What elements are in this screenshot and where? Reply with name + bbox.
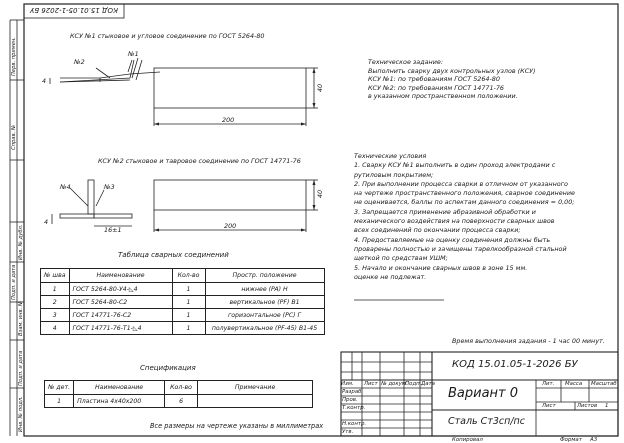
weld-cell: 1 bbox=[172, 296, 205, 309]
dims-note: Все размеры на чертеже указаны в миллиметрах bbox=[150, 422, 324, 430]
task-line-1: Выполнить сварку двух контрольных узлов (КСУ) bbox=[368, 66, 536, 75]
spec-cell bbox=[198, 395, 313, 408]
table-row bbox=[41, 309, 325, 322]
weld-cell: 4 bbox=[41, 322, 70, 335]
ksu2-left-plate bbox=[60, 214, 94, 218]
ksu2-label-n4: №4 bbox=[60, 183, 71, 191]
ksu2-right-plate bbox=[94, 214, 132, 218]
spec-col-no: № дет. bbox=[45, 381, 74, 395]
tb-row-ncontrol: Н.контр. bbox=[342, 421, 367, 427]
weld-col-name: Наименование bbox=[69, 269, 172, 283]
conditions-line-4: на чертеже пространственного положения, сварное соединение bbox=[354, 189, 575, 198]
tb-sheets: Листов bbox=[577, 403, 598, 409]
ksu2-label-n3: №3 bbox=[104, 183, 115, 191]
tb-format-value: А3 bbox=[590, 437, 598, 443]
title-block-name: Вариант 0 bbox=[448, 386, 519, 401]
conditions-line-8: всех соединений по окончании процесса сварки; bbox=[354, 226, 521, 235]
ksu2-dim-height: 40 bbox=[316, 189, 325, 199]
ksu1-dim-height: 40 bbox=[316, 83, 325, 93]
ksu1-plate-left bbox=[60, 72, 160, 78]
tb-row-approved: Утв. bbox=[342, 429, 354, 435]
tb-mass: Масса bbox=[565, 381, 583, 387]
tb-sheets-count: 1 bbox=[605, 403, 609, 409]
weld-cell: ГОСТ 14771-76-С2 bbox=[69, 309, 172, 322]
side-label-sign-date-2: Подп. и дата bbox=[17, 350, 24, 386]
spec-header-row bbox=[45, 381, 313, 395]
weld-cell: 2 bbox=[41, 296, 70, 309]
weld-col-qty: Кол-во bbox=[172, 269, 205, 283]
weld-col-position: Простр. положение bbox=[205, 269, 324, 283]
ksu1-label-n2: №2 bbox=[74, 58, 85, 66]
stamp-code-top: КОД 15.01.05-1-2026 БУ bbox=[30, 6, 118, 14]
conditions-line-9: 4. Предоставляемые на оценку соединения должны быть bbox=[354, 235, 551, 244]
spec-table bbox=[44, 380, 313, 408]
ksu2-dim-length: 200 bbox=[224, 222, 237, 230]
side-label-sign-date-1: Подп. и дата bbox=[11, 264, 17, 300]
title-block-code: КОД 15.01.05-1-2026 БУ bbox=[452, 359, 578, 370]
weld-cell: 1 bbox=[172, 309, 205, 322]
spec-title: Спецификация bbox=[140, 364, 196, 372]
conditions-line-5: не оценивается, баллы по аспектам данного соединения = 0,00; bbox=[354, 198, 575, 207]
conditions-line-6: 3. Запрещается применение абразивной обработки и bbox=[354, 207, 536, 216]
tb-sheet: Лист bbox=[542, 403, 556, 409]
ksu2-dim-gap: 16±1 bbox=[104, 226, 122, 234]
ksu2-title: КСУ №2 стыковое и тавровое соединение по ГОСТ 14771-76 bbox=[98, 157, 301, 165]
ksu2-leader-4 bbox=[70, 188, 88, 206]
table-row bbox=[41, 296, 325, 309]
weld-table-title: Таблица сварных соединений bbox=[118, 251, 229, 259]
weld-cell: ГОСТ 5264-80-С2 bbox=[69, 296, 172, 309]
weld-cell: 3 bbox=[41, 309, 70, 322]
table-row bbox=[41, 283, 325, 296]
ksu1-dim-length: 200 bbox=[222, 116, 235, 124]
spec-cell: 6 bbox=[165, 395, 198, 408]
tb-col-list: Лист bbox=[364, 381, 378, 387]
weld-cell: 1 bbox=[172, 283, 205, 296]
task-line-4: в указанном пространственном положении. bbox=[368, 92, 518, 101]
conditions-line-13: оценке не подлежат. bbox=[354, 272, 427, 281]
weld-cell: 1 bbox=[172, 322, 205, 335]
spec-col-note: Примечание bbox=[198, 381, 313, 395]
ksu2-dim-thickness: 4 bbox=[44, 218, 49, 226]
task-heading: Техническое задание: bbox=[368, 58, 443, 66]
ksu2-vertical-plate bbox=[88, 180, 94, 214]
side-label-orig-inv: Инв. № подл. bbox=[17, 396, 24, 432]
conditions-line-11: щеткой по средствам УШМ; bbox=[354, 254, 448, 263]
tb-row-tcontrol: Т.контр. bbox=[342, 405, 366, 411]
ksu1-title: КСУ №1 стыковое и угловое соединение по ГОСТ 5264-80 bbox=[70, 32, 265, 40]
conditions-line-7: механического воздействия на поверхности сварных швов bbox=[354, 217, 555, 226]
tb-col-izm: Изм. bbox=[341, 381, 354, 387]
tb-lit: Лит. bbox=[542, 381, 555, 387]
weld-cell: горизонтальное (PC) Г bbox=[205, 309, 324, 322]
ksu1-plate-view bbox=[154, 68, 306, 108]
conditions-line-2: рутиловым покрытием; bbox=[354, 170, 434, 179]
tb-col-doc: № докум. bbox=[381, 381, 408, 387]
weld-table bbox=[40, 268, 325, 335]
weld-cell: полувертикальное (PF-45) В1-45 bbox=[205, 322, 324, 335]
task-block bbox=[368, 58, 536, 101]
tb-row-developed: Разраб. bbox=[342, 389, 364, 395]
weld-cell: ГОСТ 5264-80-У4-◺4 bbox=[69, 283, 172, 296]
tb-copied: Копировал bbox=[452, 437, 483, 443]
tb-scale: Масштаб bbox=[591, 381, 617, 387]
task-line-2: КСУ №1: по требованиям ГОСТ 5264-80 bbox=[368, 75, 500, 84]
ksu1-plate-edge bbox=[60, 60, 134, 82]
weld-cell: вертикальное (PF) В1 bbox=[205, 296, 324, 309]
tb-format-label: Формат bbox=[560, 437, 582, 443]
weld-cell: нижнее (PA) Н bbox=[205, 283, 324, 296]
weld-cell: ГОСТ 14771-76-Т1-◺4 bbox=[69, 322, 172, 335]
side-label-ref-no: Справ. № bbox=[11, 124, 17, 150]
conditions-heading: Технические условия bbox=[354, 152, 427, 160]
tb-col-sign: Подп. bbox=[405, 381, 422, 387]
weld-table-header-row bbox=[41, 269, 325, 283]
conditions-line-12: 5. Начало и окончание сварных швов в зоне 15 мм. bbox=[354, 263, 528, 272]
tb-col-date: Дата bbox=[421, 381, 435, 387]
task-line-3: КСУ №2: по требованиям ГОСТ 14771-76 bbox=[368, 83, 504, 92]
ksu2-leader-3 bbox=[96, 190, 104, 206]
conditions-block bbox=[354, 152, 575, 282]
side-label-dup-inv: Инв. № дубл. bbox=[17, 224, 24, 260]
ksu2-plate-view bbox=[154, 180, 306, 210]
time-note: Время выполнения задания - 1 час 00 минут. bbox=[452, 337, 605, 345]
conditions-line-10: проварены полностью и зачищены тарелкообразной стальной bbox=[354, 244, 567, 253]
side-label-repl-inv: Взам. инв. № bbox=[17, 300, 24, 336]
ksu1-label-n1: №1 bbox=[128, 50, 139, 58]
ksu1-dim-thickness: 4 bbox=[42, 77, 47, 85]
spec-cell: Пластина 4х40х200 bbox=[74, 395, 165, 408]
conditions-line-1: 1. Сварку КСУ №1 выполнить в один проход электродами с bbox=[354, 161, 556, 170]
ksu1-leader-2 bbox=[96, 68, 110, 78]
title-block-material: Сталь Ст3сп/пс bbox=[448, 416, 525, 427]
conditions-line-3: 2. При выполнении процесса сварки в отличном от указанного bbox=[354, 179, 568, 188]
spec-col-name: Наименование bbox=[74, 381, 165, 395]
spec-cell: 1 bbox=[45, 395, 74, 408]
spec-col-qty: Кол-во bbox=[165, 381, 198, 395]
table-row bbox=[45, 395, 313, 408]
tb-row-checked: Пров. bbox=[342, 397, 358, 403]
weld-col-no: № шва bbox=[41, 269, 70, 283]
side-label-first-use: Перв. примен. bbox=[11, 37, 17, 76]
table-row bbox=[41, 322, 325, 335]
weld-cell: 1 bbox=[41, 283, 70, 296]
